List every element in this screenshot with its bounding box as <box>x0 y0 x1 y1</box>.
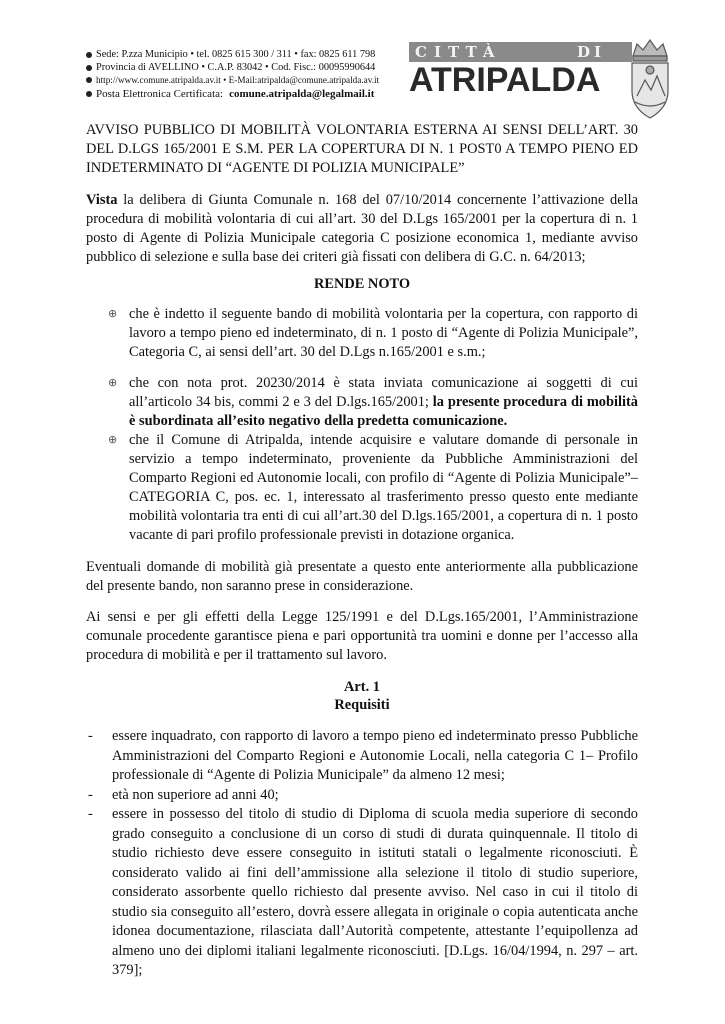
city-crest-icon <box>625 36 675 122</box>
dash-marker: - <box>88 728 93 744</box>
requirement-text-titolo: essere in possesso del titolo di studio di Diploma di scuola media superiore di secondo grado conseguito a conclusione di un corso di studi di durata quinquennale. Il titolo di studio richiesto deve essere conseguito in istituti statali o legalmente riconosciuti. È considerato valido ai fini dell’ammissione alla selezione il titolo di studio superiore, considerato assorbente quello richiesto dal presente avviso. Nel caso in cui il titolo di studio sia conseguito all’estero, dovrà essere allegata in originale o copia autenticata anche idonea documentazione, rilasciata dall’Autorità competente, attestante l’equipollenza ad almeno uno dei diplomi italiani legalmente riconosciuti. [D.Lgs. 16/04/1994, n. 297 – art. 379]; <box>112 806 638 978</box>
bullet-dot-icon <box>86 52 92 58</box>
para-domande: Eventuali domande di mobilità già presentate a questo ente anteriormente alla pubblicazione del presente bando, non saranno prese in considerazione. <box>86 559 638 594</box>
dash-marker: - <box>88 786 93 803</box>
pec-label: Posta Elettronica Certificata: <box>96 87 224 100</box>
bullet-text-bando: che è indetto il seguente bando di mobilità volontaria per la copertura, con rapporto di lavoro a tempo pieno ed indeterminato, di n. 1 posto di “Agente di Polizia Municipale”, Categoria C, ai sensi dell’art. 30 del D.Lgs n.165/2001 e s.m.; <box>129 306 638 360</box>
bullet-dot-icon <box>86 77 92 83</box>
logo-citta-text: CITTÀ <box>415 43 502 61</box>
web-email-text: http://www.comune.atripalda.av.it • E-Mail:atripalda@comune.atripalda.av.it <box>96 75 380 86</box>
requirement-item-titolo <box>88 805 638 981</box>
logo-city-name: ATRIPALDA <box>409 61 601 99</box>
dash-marker: - <box>88 806 93 822</box>
notice-title: AVVISO PUBBLICO DI MOBILITÀ VOLONTARIA ESTERNA AI SENSI DELL’ART. 30 DEL D.LGS 165/2001 E S.M. PER LA COPERTURA DI N. 1 POST0 A TEMPO PIENO ED INDETERMINATO DI “AGENTE DI POLIZIA MUNICIPALE” <box>86 122 638 176</box>
bullet-text-comune: che il Comune di Atripalda, intende acquisire e valutare domande di personale in servizio a tempo indeterminato, proveniente da Pubbliche Amministrazioni del Comparto Regioni ed Autonomie locali, con profilo di “Agente di Polizia Municipale”– CATEGORIA C, pos. ec. 1, interessato al trasferimento presso questo ente mediante mobilità volontaria tra enti di cui all’art.30 del D.lgs.165/2001, a copertura di n. 1 posto vacante di pari profilo professionale previsti in dotazione organica. <box>129 432 638 543</box>
requirement-item-inquadrato <box>88 727 638 786</box>
requirements-list <box>88 727 638 981</box>
bullet-list-2 <box>108 374 638 545</box>
requirement-item-eta <box>88 786 638 806</box>
cross-bullet-icon: ⊕ <box>108 307 118 320</box>
vista-text: la delibera di Giunta Comunale n. 168 del 07/10/2014 concernente l’attivazione della procedura di mobilità volontaria di cui all’art. 30 del D.Lgs 165/2001 per la copertura di n. 1 posto di Agente di Polizia Municipale categoria C posizione economica 1, mediante avviso pubblico di selezione e sulla base dei criteri già fissati con delibera di G.C. n. 64/2013; <box>86 192 638 265</box>
requirement-text-eta: età non superiore ad anni 40; <box>112 786 279 803</box>
address-text: Sede: P.zza Municipio • tel. 0825 615 300 / 311 • fax: 0825 611 798 <box>96 49 376 60</box>
bullet-text-nota: che con nota prot. 20230/2014 è stata inviata comunicazione ai soggetti di cui all’articolo 34 bis, commi 2 e 3 del D.lgs.165/2001; <box>129 375 638 410</box>
header-line-address <box>86 49 406 62</box>
bullet-item-nota <box>108 374 638 431</box>
province-text: Provincia di AVELLINO • C.A.P. 83042 • Cod. Fisc.: 00095990644 <box>96 61 376 73</box>
header-contact-info <box>86 49 406 100</box>
header-line-web <box>86 74 406 87</box>
rende-noto-heading: RENDE NOTO <box>313 276 411 292</box>
cross-bullet-icon: ⊕ <box>108 433 118 446</box>
requirement-text-inquadrato: essere inquadrato, con rapporto di lavoro a tempo pieno ed indeterminato presso Pubbliche Amministrazioni del Comparto Regioni e Autonomie Locali, nella categoria C 1– Profilo professionale di “Agente di Polizia Municipale” da almeno 12 mesi; <box>112 728 638 783</box>
pec-email: comune.atripalda@legalmail.it <box>229 87 375 100</box>
logo-di-text: DI <box>577 43 606 61</box>
bullet-bold-nota: la presente procedura di mobilità è subordinata all’esito negativo della predetta comunicazione. <box>129 394 638 429</box>
bullet-dot-icon <box>86 91 92 97</box>
bullet-list-1 <box>108 305 638 362</box>
vista-paragraph <box>86 191 638 267</box>
header-line-pec <box>86 88 406 101</box>
bullet-item-bando <box>108 305 638 362</box>
art1-subheading: Requisiti <box>334 697 390 713</box>
art1-heading: Art. 1 <box>344 679 380 695</box>
bullet-item-comune <box>108 431 638 545</box>
para-legge: Ai sensi e per gli effetti della Legge 125/1991 e del D.Lgs.165/2001, l’Amministrazione comunale procedente garantisce piena e pari opportunità tra uomini e donne per l’accesso alla procedura di mobilità e per il trattamento sul lavoro. <box>86 609 638 663</box>
header-line-province <box>86 62 406 75</box>
bullet-dot-icon <box>86 65 92 71</box>
cross-bullet-icon: ⊕ <box>108 376 118 389</box>
vista-bold-word: Vista <box>86 192 118 208</box>
